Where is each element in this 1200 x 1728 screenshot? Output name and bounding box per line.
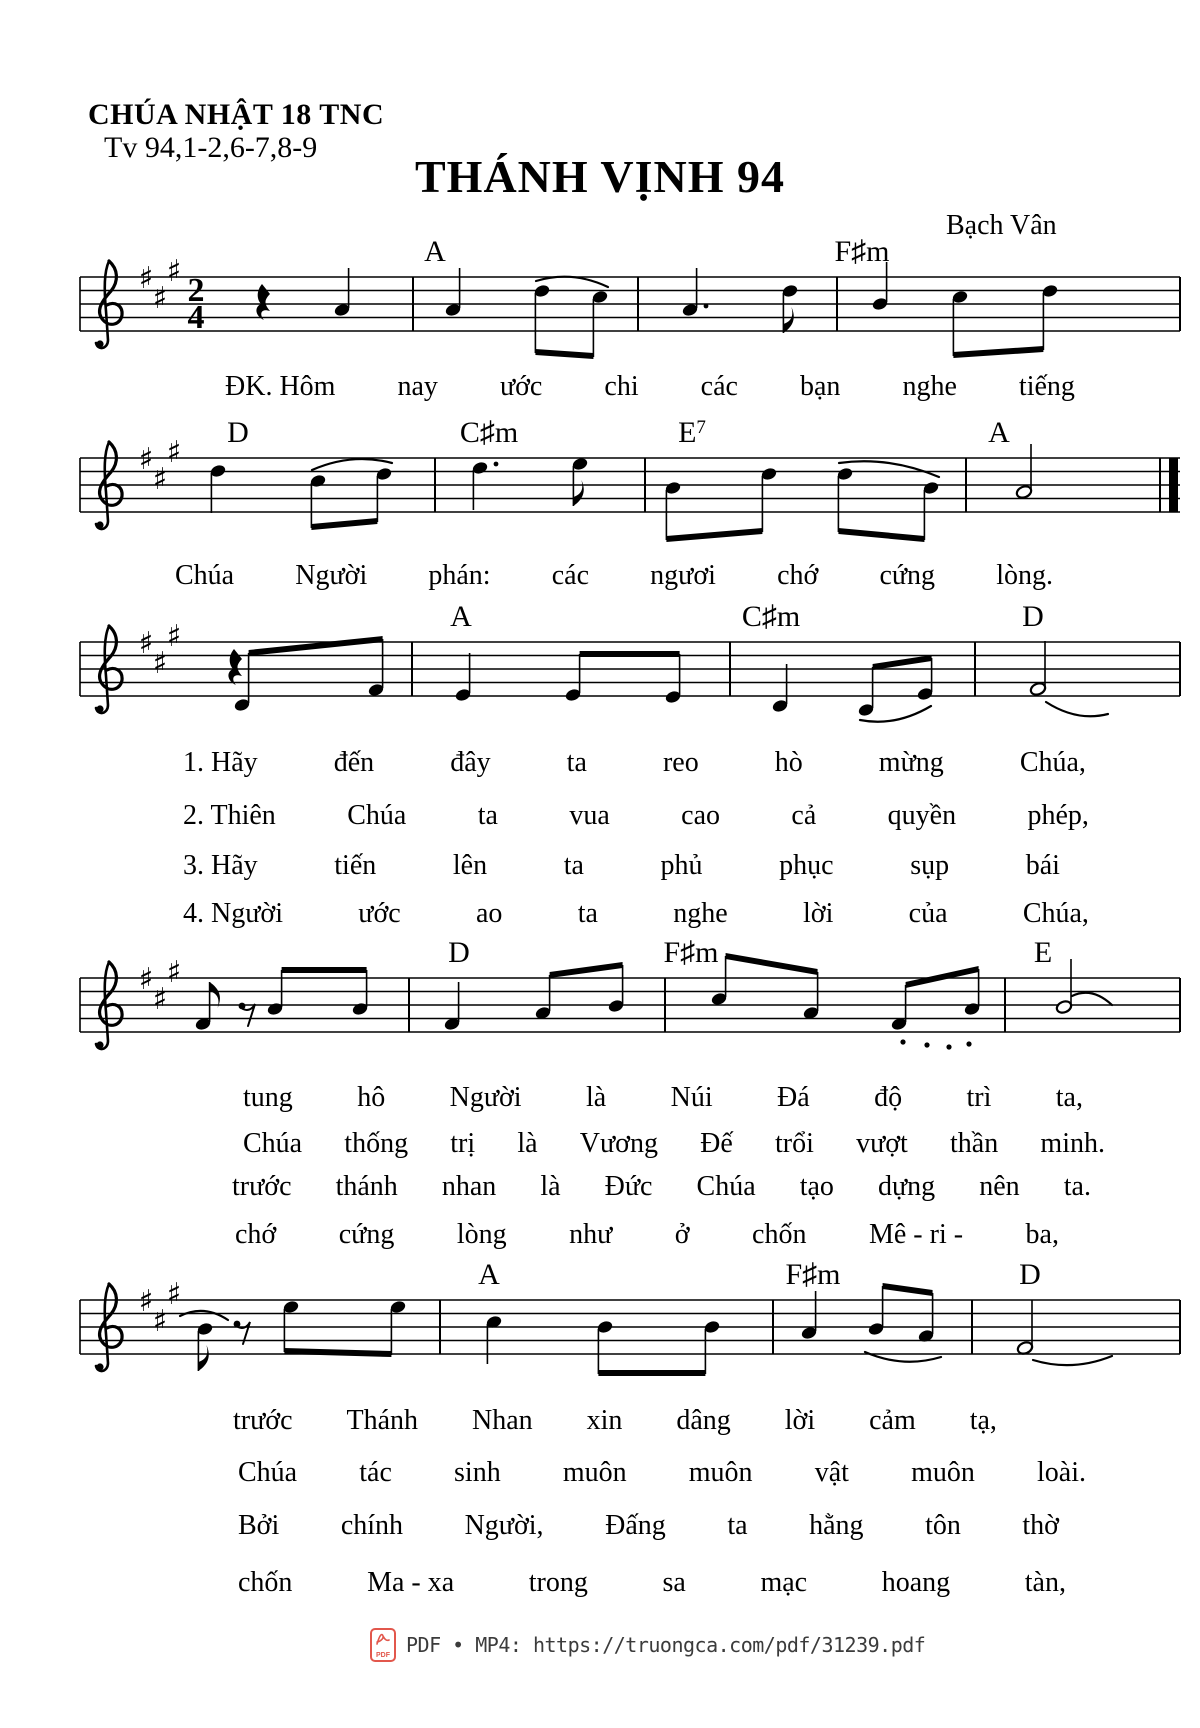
- svg-text:♯: ♯: [166, 435, 182, 470]
- lyric-word: chớ: [235, 1219, 277, 1250]
- lyric-word: Chúa: [243, 1128, 303, 1159]
- lyric-word: tạ,: [969, 1405, 997, 1436]
- lyric-word: tiếng: [1018, 371, 1075, 402]
- svg-text:♯: ♯: [166, 619, 182, 654]
- lyric-word: sinh: [454, 1457, 501, 1488]
- lyric-word: bái: [1025, 850, 1060, 881]
- lyric-word: 4. Người: [183, 898, 283, 929]
- lyric-word: sa: [662, 1567, 686, 1598]
- lyric-word: đây: [450, 747, 491, 778]
- lyric-word: cứng: [338, 1219, 395, 1250]
- lyric-word: Chúa: [696, 1171, 756, 1202]
- lyric-line-verse-1c: [233, 1405, 997, 1437]
- lyric-word: tạo: [799, 1171, 834, 1202]
- composer-name: Bạch Vân: [946, 210, 1057, 241]
- lyric-word: bạn: [799, 371, 841, 402]
- lyric-word: nhan: [441, 1171, 497, 1202]
- lyric-word: cao: [681, 800, 720, 831]
- lyric-word: thống: [344, 1128, 409, 1159]
- lyric-word: như: [569, 1219, 613, 1250]
- lyric-word: Nhan: [471, 1405, 533, 1436]
- pdf-icon-label: PDF: [376, 1652, 390, 1659]
- lyric-word: Người,: [464, 1510, 544, 1541]
- lyric-word: ta: [563, 850, 584, 881]
- lyric-word: sụp: [910, 850, 950, 881]
- lyric-word: tôn: [925, 1510, 961, 1541]
- lyric-word: chính: [340, 1510, 404, 1541]
- lyric-line-verse-1a: [183, 747, 1086, 779]
- lyric-word: trước: [232, 1171, 292, 1202]
- lyric-word: là: [540, 1171, 561, 1202]
- lyric-word: ta: [577, 898, 598, 929]
- lyric-word: là: [585, 1082, 607, 1113]
- lyric-word: lòng: [456, 1219, 507, 1250]
- lyric-word: Chúa,: [1019, 747, 1086, 778]
- lyric-word: phép,: [1027, 800, 1089, 831]
- lyric-word: ở: [674, 1219, 690, 1250]
- lyric-word: trổi: [774, 1128, 814, 1159]
- svg-text:♯: ♯: [166, 1277, 182, 1312]
- lyric-word: thần: [950, 1128, 999, 1159]
- lyric-word: nghe: [673, 898, 728, 929]
- lyric-word: lên: [452, 850, 488, 881]
- lyric-word: độ: [874, 1082, 903, 1113]
- chord-symbol: D: [1019, 1258, 1041, 1291]
- lyric-word: vượt: [856, 1128, 908, 1159]
- chord-symbol: C♯m: [741, 600, 801, 633]
- lyric-word: lời: [802, 898, 834, 929]
- lyric-word: Ma - xa: [367, 1567, 455, 1598]
- lyric-word: ta: [477, 800, 498, 831]
- lyric-word: 3. Hãy: [183, 850, 258, 881]
- lyric-line-verse-2c: [238, 1457, 1086, 1489]
- chord-symbol: A: [424, 235, 446, 268]
- svg-text:♯: ♯: [166, 955, 182, 990]
- lyric-word: hoang: [881, 1567, 951, 1598]
- footer-link-text: PDF • MP4: https://truongca.com/pdf/31239.pdf: [406, 1633, 926, 1657]
- chord-symbol: C♯m: [459, 416, 519, 449]
- lyric-word: thánh: [335, 1171, 398, 1202]
- chord-symbol: A: [478, 1258, 500, 1291]
- lyric-word: hò: [774, 747, 803, 778]
- lyric-word: chốn: [238, 1567, 293, 1598]
- lyric-word: phủ: [660, 850, 703, 881]
- lyric-word: hô: [357, 1082, 386, 1113]
- lyric-word: trị: [450, 1128, 476, 1159]
- lyric-word: vật: [814, 1457, 849, 1488]
- lyric-word: chi: [604, 371, 639, 402]
- lyric-word: hằng: [809, 1510, 864, 1541]
- chord-symbol: A: [988, 416, 1010, 449]
- chord-symbol: $E^7$: [678, 416, 706, 449]
- chord-symbol: E: [1033, 936, 1053, 969]
- lyric-word: Chúa: [347, 800, 407, 831]
- lyric-word: các: [551, 560, 590, 591]
- lyric-word: Chúa,: [1022, 898, 1089, 929]
- lyric-word: phục: [779, 850, 834, 881]
- lyric-word: ta: [727, 1510, 748, 1541]
- svg-text:4: 4: [187, 299, 205, 336]
- lyric-word: loài.: [1036, 1457, 1086, 1488]
- lyric-word: mạc: [760, 1567, 808, 1598]
- svg-text:♯: ♯: [152, 982, 168, 1017]
- lyric-word: các: [700, 371, 738, 402]
- lyric-word: tàn,: [1024, 1567, 1066, 1598]
- lyric-word: Mê - ri -: [868, 1219, 964, 1250]
- lyric-word: ước: [358, 898, 401, 929]
- lyric-line-refrain-1: [225, 371, 1075, 403]
- lyric-word: tung: [243, 1082, 293, 1113]
- lyric-word: ta: [566, 747, 587, 778]
- lyric-word: ta,: [1055, 1082, 1083, 1113]
- chord-symbol: A: [450, 600, 472, 633]
- lyric-line-verse-2a: [183, 800, 1089, 832]
- lyric-word: Đức: [604, 1171, 653, 1202]
- lyric-line-verse-3b: [232, 1171, 1091, 1203]
- lyric-line-refrain-2: [175, 560, 1053, 592]
- svg-text:♯: ♯: [138, 442, 154, 477]
- lyric-word: lời: [784, 1405, 816, 1436]
- svg-text:♯: ♯: [152, 646, 168, 681]
- pdf-file-icon: [370, 1628, 396, 1662]
- lyric-word: Đấng: [605, 1510, 666, 1541]
- lyric-word: dựng: [877, 1171, 936, 1202]
- lyric-word: dâng: [676, 1405, 731, 1436]
- lyric-word: Người: [295, 560, 368, 591]
- lyric-line-verse-1b: [243, 1082, 1083, 1114]
- lyric-word: 1. Hãy: [183, 747, 258, 778]
- lyric-word: muôn: [688, 1457, 753, 1488]
- chord-symbol: D: [1022, 600, 1044, 633]
- page-title: THÁNH VỊNH 94: [415, 151, 785, 202]
- lyric-word: vua: [569, 800, 610, 831]
- lyric-word: ước: [499, 371, 543, 402]
- lyric-word: quyền: [887, 800, 957, 831]
- lyric-word: cảm: [869, 1405, 916, 1436]
- lyric-word: của: [908, 898, 948, 929]
- lyric-word: trong: [528, 1567, 588, 1598]
- svg-text:♯: ♯: [138, 962, 154, 997]
- lyric-line-verse-3c: [238, 1510, 1059, 1542]
- liturgical-day-heading: CHÚA NHẬT 18 TNC: [88, 98, 385, 131]
- chord-symbol: D: [448, 936, 470, 969]
- svg-text:♯: ♯: [152, 1304, 168, 1339]
- svg-text:♯: ♯: [152, 281, 168, 316]
- lyric-word: muôn: [562, 1457, 627, 1488]
- lyric-line-verse-3a: [183, 850, 1060, 882]
- lyric-word: phán:: [428, 560, 491, 591]
- lyric-word: ao: [476, 898, 503, 929]
- lyric-word: cứng: [879, 560, 936, 591]
- lyric-word: Đế: [700, 1128, 733, 1159]
- lyric-word: muôn: [911, 1457, 975, 1488]
- lyric-line-verse-2b: [243, 1128, 1105, 1160]
- lyric-word: trước: [233, 1405, 293, 1436]
- lyric-word: tác: [359, 1457, 392, 1488]
- lyric-word: 2. Thiên: [183, 800, 276, 831]
- lyric-word: Chúa: [238, 1457, 298, 1488]
- lyric-word: Chúa: [175, 560, 235, 591]
- lyric-word: ba,: [1025, 1219, 1059, 1250]
- lyric-word: nên: [979, 1171, 1020, 1202]
- lyric-word: Bởi: [238, 1510, 280, 1541]
- lyric-word: nay: [397, 371, 438, 402]
- lyric-word: ta.: [1063, 1171, 1091, 1202]
- svg-text:♯: ♯: [138, 1284, 154, 1319]
- lyric-word: chốn: [752, 1219, 807, 1250]
- lyric-word: xin: [586, 1405, 623, 1436]
- lyric-word: minh.: [1040, 1128, 1105, 1159]
- svg-text:♯: ♯: [138, 626, 154, 661]
- lyric-word: Đá: [777, 1082, 810, 1113]
- lyric-word: lòng.: [996, 560, 1053, 591]
- lyric-word: nghe: [902, 371, 957, 402]
- lyric-line-verse-4c: [238, 1567, 1066, 1599]
- lyric-word: reo: [662, 747, 699, 778]
- svg-text:♯: ♯: [166, 254, 182, 289]
- chord-symbol: F♯m: [834, 235, 890, 268]
- lyric-word: trì: [966, 1082, 992, 1113]
- lyric-word: thờ: [1022, 1510, 1059, 1541]
- svg-text:♯: ♯: [138, 261, 154, 296]
- chord-symbol: D: [227, 416, 249, 449]
- lyric-word: đến: [333, 747, 375, 778]
- lyric-word: mừng: [878, 747, 944, 778]
- lyric-word: Vương: [579, 1128, 658, 1159]
- psalm-reference: Tv 94,1-2,6-7,8-9: [104, 131, 318, 164]
- chord-symbol: F♯m: [785, 1258, 841, 1291]
- lyric-word: chớ: [777, 560, 819, 591]
- lyric-word: ngươi: [650, 560, 716, 591]
- lyric-word: là: [517, 1128, 538, 1159]
- svg-text:♯: ♯: [152, 462, 168, 497]
- lyric-word: tiến: [334, 850, 377, 881]
- lyric-word: Núi: [670, 1082, 713, 1113]
- lyric-line-verse-4a: [183, 898, 1089, 930]
- footer: [370, 1628, 925, 1662]
- lyric-line-verse-4b: [235, 1219, 1059, 1251]
- lyric-word: Thánh: [346, 1405, 419, 1436]
- lyric-word: ĐK. Hôm: [225, 371, 336, 402]
- lyric-word: Người: [449, 1082, 522, 1113]
- lyric-word: cả: [791, 800, 817, 831]
- pdf-icon-glyph: [375, 1632, 391, 1646]
- svg-text:2: 2: [187, 272, 205, 309]
- chord-symbol: F♯m: [663, 936, 719, 969]
